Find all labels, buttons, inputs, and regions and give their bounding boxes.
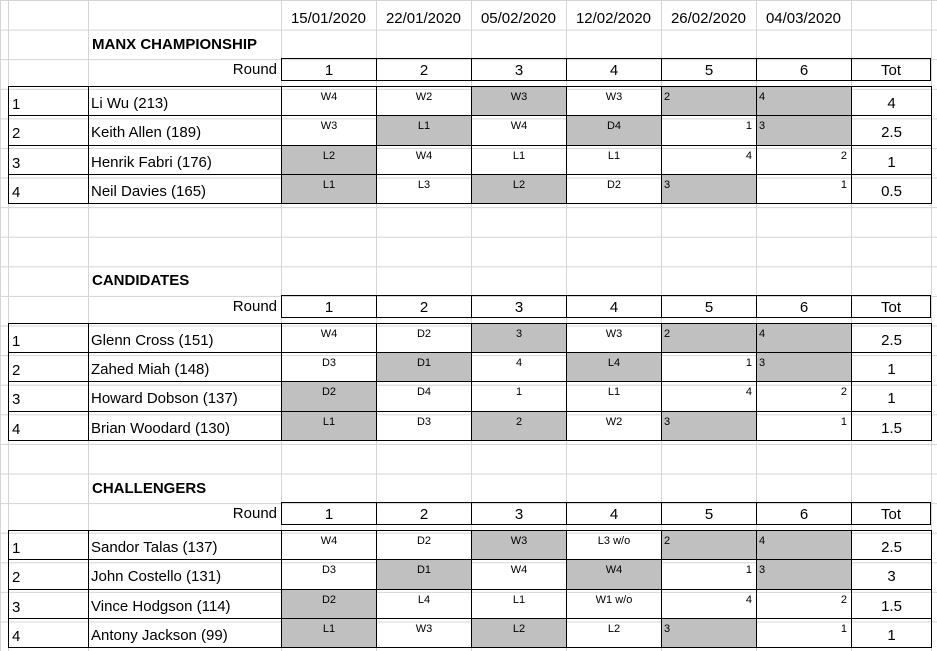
result-cell-round-5[interactable]: 2 <box>661 530 757 560</box>
player-name-cell[interactable]: Brian Woodard (130) <box>88 411 282 441</box>
player-name-cell[interactable]: Neil Davies (165) <box>88 174 282 204</box>
result-cell-round-4[interactable]: W2 <box>566 411 662 441</box>
result-cell-round-4[interactable]: W3 <box>566 323 662 353</box>
round-header-2[interactable]: 2 <box>376 295 472 318</box>
result-cell-round-5[interactable]: 3 <box>661 411 757 441</box>
result-cell-round-1[interactable]: L1 <box>281 411 377 441</box>
position-cell[interactable]: 2 <box>8 352 89 382</box>
result-cell-round-2[interactable]: W4 <box>376 145 472 175</box>
position-cell[interactable]: 4 <box>8 174 89 204</box>
result-cell-round-2[interactable]: W2 <box>376 86 472 116</box>
result-cell-round-5[interactable]: 4 <box>661 589 757 619</box>
result-cell-round-2[interactable]: D2 <box>376 323 472 353</box>
total-score-cell[interactable]: 1 <box>851 145 932 175</box>
result-cell-round-1[interactable]: D2 <box>281 381 377 411</box>
result-cell-round-3[interactable]: W4 <box>471 115 567 145</box>
result-cell-round-4[interactable]: L1 <box>566 381 662 411</box>
position-cell[interactable]: 1 <box>8 86 89 116</box>
player-name-cell[interactable]: Sandor Talas (137) <box>88 530 282 560</box>
total-score-cell[interactable]: 0.5 <box>851 174 932 204</box>
result-cell-round-1[interactable]: D3 <box>281 352 377 382</box>
date-header-5[interactable]: 26/02/2020 <box>670 10 747 27</box>
result-cell-round-5[interactable]: 4 <box>661 381 757 411</box>
round-header-4[interactable]: 4 <box>566 502 662 525</box>
total-score-cell[interactable]: 2.5 <box>851 530 932 560</box>
round-header-3[interactable]: 3 <box>471 58 567 81</box>
result-cell-round-1[interactable]: W4 <box>281 86 377 116</box>
player-name-cell[interactable]: Antony Jackson (99) <box>88 618 282 648</box>
result-cell-round-5[interactable]: 1 <box>661 559 757 589</box>
round-label[interactable]: Round <box>232 298 277 315</box>
round-header-1[interactable]: 1 <box>281 58 377 81</box>
result-cell-round-2[interactable]: D3 <box>376 411 472 441</box>
result-cell-round-4[interactable]: L3 w/o <box>566 530 662 560</box>
result-cell-round-3[interactable]: 4 <box>471 352 567 382</box>
result-cell-round-5[interactable]: 2 <box>661 86 757 116</box>
result-cell-round-2[interactable]: W3 <box>376 618 472 648</box>
result-cell-round-1[interactable]: W4 <box>281 530 377 560</box>
position-cell[interactable]: 3 <box>8 381 89 411</box>
result-cell-round-1[interactable]: L1 <box>281 618 377 648</box>
result-cell-round-5[interactable]: 1 <box>661 115 757 145</box>
result-cell-round-4[interactable]: L4 <box>566 352 662 382</box>
section-title[interactable]: CHALLENGERS <box>92 479 207 497</box>
player-name-cell[interactable]: Li Wu (213) <box>88 86 282 116</box>
result-cell-round-2[interactable]: D1 <box>376 352 472 382</box>
round-header-2[interactable]: 2 <box>376 502 472 525</box>
position-cell[interactable]: 2 <box>8 559 89 589</box>
player-name-cell[interactable]: Zahed Miah (148) <box>88 352 282 382</box>
position-cell[interactable]: 3 <box>8 589 89 619</box>
round-header-5[interactable]: 5 <box>661 295 757 318</box>
result-cell-round-2[interactable]: L1 <box>376 115 472 145</box>
round-header-6[interactable]: 6 <box>756 502 852 525</box>
result-cell-round-6[interactable]: 4 <box>756 86 852 116</box>
round-label[interactable]: Round <box>232 505 277 523</box>
result-cell-round-5[interactable]: 3 <box>661 174 757 204</box>
result-cell-round-3[interactable]: 1 <box>471 381 567 411</box>
result-cell-round-5[interactable]: 2 <box>661 323 757 353</box>
result-cell-round-1[interactable]: D3 <box>281 559 377 589</box>
position-cell[interactable]: 4 <box>8 618 89 648</box>
result-cell-round-3[interactable]: W3 <box>471 530 567 560</box>
result-cell-round-3[interactable]: 3 <box>471 323 567 353</box>
total-header[interactable]: Tot <box>851 295 931 318</box>
result-cell-round-6[interactable]: 3 <box>756 115 852 145</box>
total-score-cell[interactable]: 2.5 <box>851 115 932 145</box>
result-cell-round-3[interactable]: L2 <box>471 174 567 204</box>
result-cell-round-6[interactable]: 2 <box>756 145 852 175</box>
player-name-cell[interactable]: Henrik Fabri (176) <box>88 145 282 175</box>
round-header-5[interactable]: 5 <box>661 58 757 81</box>
round-header-1[interactable]: 1 <box>281 295 377 318</box>
result-cell-round-2[interactable]: L3 <box>376 174 472 204</box>
section-title[interactable]: MANX CHAMPIONSHIP <box>92 35 258 53</box>
result-cell-round-6[interactable]: 2 <box>756 589 852 619</box>
total-score-cell[interactable]: 1 <box>851 381 932 411</box>
player-name-cell[interactable]: Glenn Cross (151) <box>88 323 282 353</box>
result-cell-round-3[interactable]: L1 <box>471 145 567 175</box>
section-title[interactable]: CANDIDATES <box>92 272 190 290</box>
result-cell-round-1[interactable]: D2 <box>281 589 377 619</box>
date-header-3[interactable]: 05/02/2020 <box>480 10 557 27</box>
player-name-cell[interactable]: Howard Dobson (137) <box>88 381 282 411</box>
result-cell-round-2[interactable]: D1 <box>376 559 472 589</box>
player-name-cell[interactable]: John Costello (131) <box>88 559 282 589</box>
round-header-1[interactable]: 1 <box>281 502 377 525</box>
total-header[interactable]: Tot <box>851 502 931 525</box>
result-cell-round-4[interactable]: D2 <box>566 174 662 204</box>
total-score-cell[interactable]: 4 <box>851 86 932 116</box>
result-cell-round-6[interactable]: 1 <box>756 618 852 648</box>
result-cell-round-3[interactable]: W3 <box>471 86 567 116</box>
date-header-6[interactable]: 04/03/2020 <box>765 10 842 27</box>
round-header-4[interactable]: 4 <box>566 58 662 81</box>
result-cell-round-2[interactable]: D4 <box>376 381 472 411</box>
player-name-cell[interactable]: Keith Allen (189) <box>88 115 282 145</box>
result-cell-round-6[interactable]: 3 <box>756 352 852 382</box>
result-cell-round-3[interactable]: L2 <box>471 618 567 648</box>
position-cell[interactable]: 2 <box>8 115 89 145</box>
result-cell-round-1[interactable]: L2 <box>281 145 377 175</box>
round-header-3[interactable]: 3 <box>471 502 567 525</box>
result-cell-round-2[interactable]: L4 <box>376 589 472 619</box>
round-header-4[interactable]: 4 <box>566 295 662 318</box>
result-cell-round-1[interactable]: W3 <box>281 115 377 145</box>
total-score-cell[interactable]: 2.5 <box>851 323 932 353</box>
round-header-3[interactable]: 3 <box>471 295 567 318</box>
result-cell-round-6[interactable]: 3 <box>756 559 852 589</box>
date-header-2[interactable]: 22/01/2020 <box>385 10 462 27</box>
position-cell[interactable]: 4 <box>8 411 89 441</box>
result-cell-round-4[interactable]: W1 w/o <box>566 589 662 619</box>
total-score-cell[interactable]: 3 <box>851 559 932 589</box>
total-score-cell[interactable]: 1 <box>851 352 932 382</box>
result-cell-round-5[interactable]: 3 <box>661 618 757 648</box>
result-cell-round-3[interactable]: W4 <box>471 559 567 589</box>
position-cell[interactable]: 1 <box>8 323 89 353</box>
result-cell-round-2[interactable]: D2 <box>376 530 472 560</box>
result-cell-round-4[interactable]: L1 <box>566 145 662 175</box>
result-cell-round-1[interactable]: L1 <box>281 174 377 204</box>
result-cell-round-6[interactable]: 1 <box>756 174 852 204</box>
position-cell[interactable]: 3 <box>8 145 89 175</box>
total-score-cell[interactable]: 1.5 <box>851 589 932 619</box>
total-header[interactable]: Tot <box>851 58 931 81</box>
total-score-cell[interactable]: 1 <box>851 618 932 648</box>
round-label[interactable]: Round <box>232 61 277 79</box>
result-cell-round-4[interactable]: W3 <box>566 86 662 116</box>
player-name-cell[interactable]: Vince Hodgson (114) <box>88 589 282 619</box>
round-header-6[interactable]: 6 <box>756 295 852 318</box>
result-cell-round-4[interactable]: L2 <box>566 618 662 648</box>
total-score-cell[interactable]: 1.5 <box>851 411 932 441</box>
result-cell-round-5[interactable]: 4 <box>661 145 757 175</box>
result-cell-round-4[interactable]: D4 <box>566 115 662 145</box>
round-header-5[interactable]: 5 <box>661 502 757 525</box>
round-header-6[interactable]: 6 <box>756 58 852 81</box>
date-header-1[interactable]: 15/01/2020 <box>290 10 367 27</box>
result-cell-round-6[interactable]: 2 <box>756 381 852 411</box>
result-cell-round-1[interactable]: W4 <box>281 323 377 353</box>
position-cell[interactable]: 1 <box>8 530 89 560</box>
result-cell-round-6[interactable]: 4 <box>756 323 852 353</box>
round-header-2[interactable]: 2 <box>376 58 472 81</box>
result-cell-round-6[interactable]: 4 <box>756 530 852 560</box>
result-cell-round-4[interactable]: W4 <box>566 559 662 589</box>
result-cell-round-3[interactable]: 2 <box>471 411 567 441</box>
result-cell-round-3[interactable]: L1 <box>471 589 567 619</box>
result-cell-round-6[interactable]: 1 <box>756 411 852 441</box>
date-header-4[interactable]: 12/02/2020 <box>575 10 652 27</box>
result-cell-round-5[interactable]: 1 <box>661 352 757 382</box>
